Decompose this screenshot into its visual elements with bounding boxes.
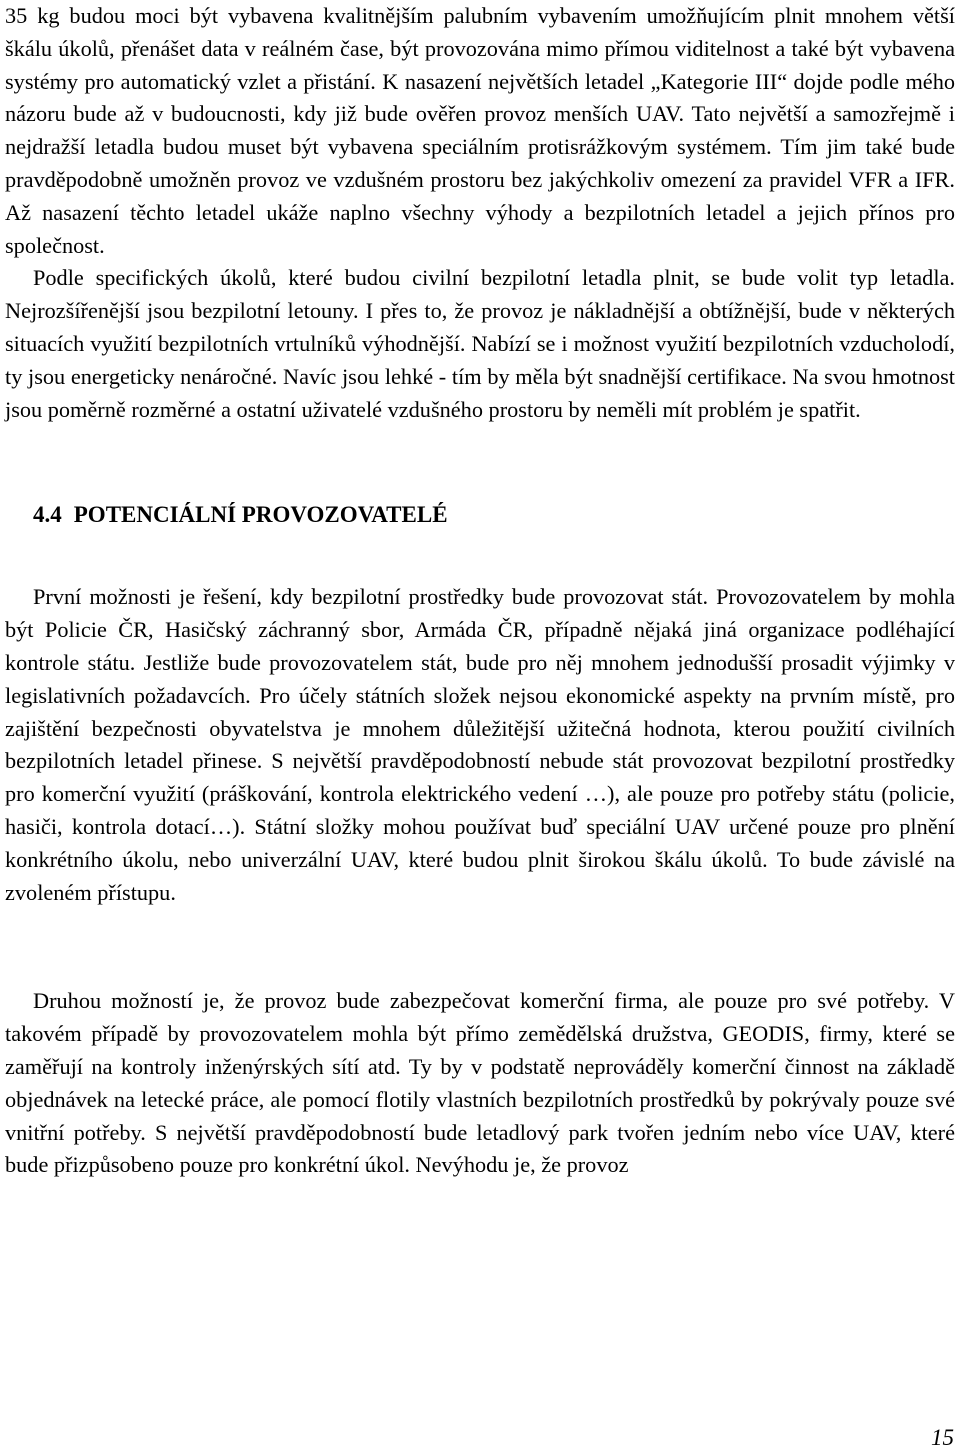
document-page: [5, 0, 955, 1182]
paragraph-state-operator: První možnosti je řešení, kdy bezpilotní prostředky bude provozovat stát. Provozovatelem by mohla být Policie ČR, Hasičský záchranný sbor, Armáda ČR, případně nějaká jiná organizace podléhající kontrole státu. Jestliže bude provozovatelem stát, bude pro něj mnohem jednodušší prosadit výjimky v legislativních požadavcích. Pro účely státních složek nejsou ekonomické aspekty na prvním místě, pro zajištění bezpečnosti obyvatelstva je mnohem důležitější užitečná hodnota, kterou použití civilních bezpilotních letadel přinese. S největší pravděpodobností nebude stát provozovat bezpilotní prostředky pro komerční využití (práškování, kontrola elektrického vedení …), ale pouze pro potřeby státu (policie, hasiči, kontrola dotací…). Státní složky mohou používat buď speciální UAV určené pouze pro plnění konkrétního úkolu, nebo univerzální UAV, které budou plnit širokou škálu úkolů. To bude závislé na zvoleném přístupu.: [5, 584, 955, 905]
section-number: 4.4: [33, 502, 62, 528]
section-heading: [5, 499, 955, 531]
section-title: POTENCIÁLNÍ PROVOZOVATELÉ: [73, 502, 448, 528]
page-number: 15: [931, 1425, 954, 1450]
paragraph-uav-types: Podle specifických úkolů, které budou civilní bezpilotní letadla plnit, se bude volit typ letadla. Nejrozšířenější jsou bezpilotní letouny. I přes to, že provoz je nákladnější a obtížnější, bude v některých situacích využití bezpilotních vrtulníků výhodnější. Nabízí se i možnost využití bezpilotních vzducholodí, ty jsou energeticky nenáročné. Navíc jsou lehké - tím by měla být snadnější certifikace. Na svou hmotnost jsou poměrně rozměrné a ostatní uživatelé vzdušného prostoru by neměli mít problém je spatřit.: [5, 265, 955, 422]
paragraph-continued: 35 kg budou moci být vybavena kvalitnějším palubním vybavením umožňujícím plnit mnohem větší škálu úkolů, přenášet data v reálném čase, být provozována mimo přímou viditelnost a také být vybavena systémy pro automatický vzlet a přistání. K nasazení největších letadel „Kategorie III“ dojde podle mého názoru bude až v budoucnosti, kdy již bude ověřen provoz menších UAV. Tato největší a samozřejmě i nejdražší letadla budou muset být vybavena speciálním protisrážkovým systémem. Tím jim také bude pravděpodobně umožněn provoz ve vzdušném prostoru bez jakýchkoliv omezení za pravidel VFR a IFR. Až nasazení těchto letadel ukáže naplno všechny výhody a bezpilotních letadel a jejich přínos pro společnost.: [5, 3, 955, 258]
paragraph-commercial-operator: Druhou možností je, že provoz bude zabezpečovat komerční firma, ale pouze pro své potřeby. V takovém případě by provozovatelem mohla být přímo zemědělská družstva, GEODIS, firmy, které se zaměřují na kontroly inženýrských sítí atd. Ty by v podstatě neprováděly komerční činnost na základě objednávek na letecké práce, ale pomocí flotily vlastních bezpilotních prostředků by pokrývaly pouze své vnitřní potřeby. S největší pravděpodobností bude letadlový park tvořen jedním nebo více UAV, které bude přizpůsobeno pouze pro konkrétní úkol. Nevýhodu je, že provoz: [5, 988, 955, 1178]
